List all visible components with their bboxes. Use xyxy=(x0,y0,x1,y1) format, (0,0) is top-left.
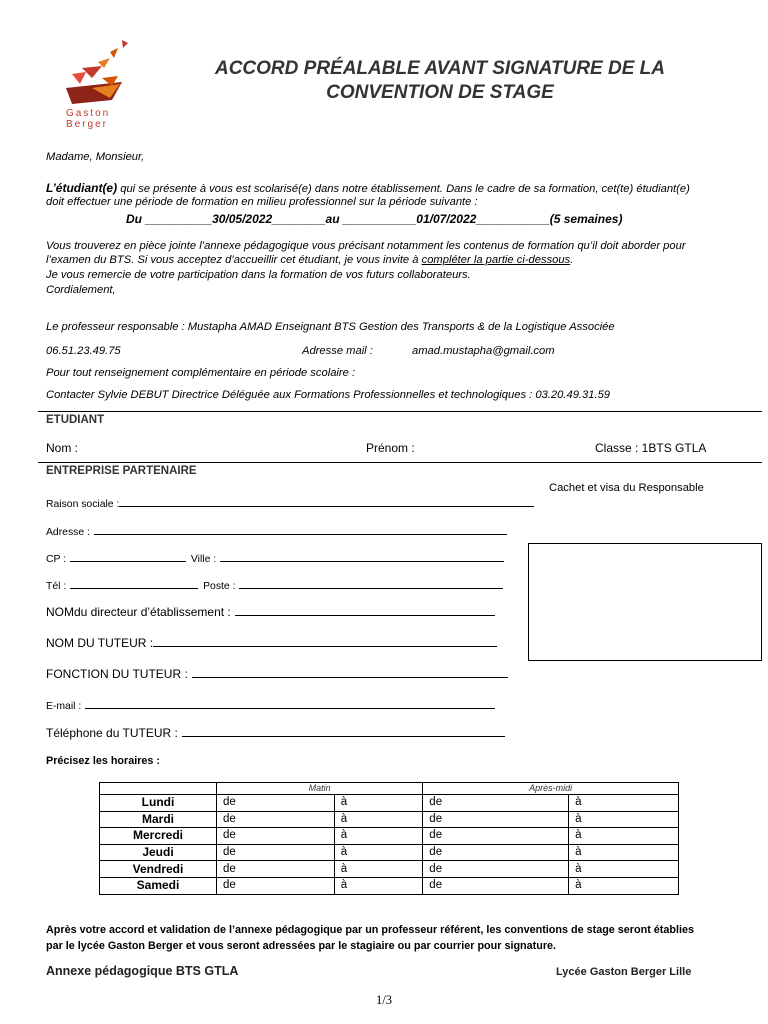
a-label: à xyxy=(340,879,348,892)
paragraph-2-end: . xyxy=(570,254,574,266)
paragraph-2-line-1: Vous trouverez en pièce jointe l’annexe pédagogique vous précisant notamment les contenus de formation qu’il doit aborder pour xyxy=(46,240,686,252)
a-label: à xyxy=(575,812,582,825)
document-title-line2: CONVENTION DE STAGE xyxy=(326,82,554,103)
stamp-box[interactable] xyxy=(528,543,762,661)
fonction-line[interactable] xyxy=(192,667,508,678)
day-label: Lundi xyxy=(100,795,217,812)
footer-note-line2: par le lycée Gaston Berger et vous seront adressées par le stagiaire ou par courrier pour signature. xyxy=(46,940,557,952)
adresse-field[interactable] xyxy=(46,524,507,538)
raison-sociale-field[interactable] xyxy=(46,496,534,510)
apres-a-cell[interactable] xyxy=(569,811,679,828)
footer-left: Annexe pédagogique BTS GTLA xyxy=(46,964,239,978)
tel-field[interactable] xyxy=(46,578,503,592)
matin-de-cell[interactable] xyxy=(217,844,335,861)
hours-row-mardi xyxy=(100,811,679,828)
de-label: de xyxy=(223,862,236,875)
apres-de-cell[interactable] xyxy=(423,844,569,861)
hours-row-vendredi xyxy=(100,861,679,878)
hours-row-mercredi xyxy=(100,828,679,845)
hours-row-samedi xyxy=(100,877,679,894)
matin-a-cell[interactable] xyxy=(334,811,423,828)
closing: Cordialement, xyxy=(46,284,116,296)
professor-info: Le professeur responsable : Mustapha AMAD Enseignant BTS Gestion des Transports & de la Logistique Associée xyxy=(46,321,615,333)
cp-field[interactable] xyxy=(46,551,504,565)
logo-text-line1: Gaston xyxy=(66,108,111,119)
a-label: à xyxy=(575,796,582,809)
apres-de-cell[interactable] xyxy=(423,811,569,828)
professor-email: amad.mustapha@gmail.com xyxy=(412,345,555,357)
email-field[interactable] xyxy=(46,698,495,712)
day-label: Mardi xyxy=(100,811,217,828)
hours-table xyxy=(99,782,679,895)
day-label: Jeudi xyxy=(100,844,217,861)
tel-tuteur-label: Téléphone du TUTEUR : xyxy=(46,726,178,740)
tel-line[interactable] xyxy=(70,578,198,589)
de-label: de xyxy=(223,829,236,842)
internship-period: Du __________30/05/2022________au ___________01/07/2022___________(5 semaines) xyxy=(126,212,623,226)
tel-tuteur-line[interactable] xyxy=(182,726,505,737)
directeur-field[interactable] xyxy=(46,605,495,619)
email-line[interactable] xyxy=(85,698,495,709)
matin-de-cell[interactable] xyxy=(217,828,335,845)
hours-header-row xyxy=(100,783,679,795)
raison-sociale-label: Raison sociale : xyxy=(46,499,120,510)
hours-row-jeudi xyxy=(100,844,679,861)
document-title-line1: ACCORD PRÉALABLE AVANT SIGNATURE DE LA xyxy=(214,58,666,79)
a-label: à xyxy=(575,862,582,875)
adresse-line[interactable] xyxy=(94,524,507,535)
de-label: de xyxy=(429,812,443,825)
matin-de-cell[interactable] xyxy=(217,811,335,828)
school-logo xyxy=(62,38,142,133)
adresse-label: Adresse : xyxy=(46,527,90,538)
hours-header-empty xyxy=(100,783,217,795)
de-label: de xyxy=(223,812,236,825)
tel-tuteur-field[interactable] xyxy=(46,726,505,740)
paragraph-2-line-2 xyxy=(46,254,573,266)
poste-label: Poste : xyxy=(203,581,236,592)
de-label: de xyxy=(429,862,443,875)
de-label: de xyxy=(429,879,443,892)
tel-label: Tél : xyxy=(46,581,67,592)
student-prenom: Prénom : xyxy=(366,441,415,455)
ville-label: Ville : xyxy=(190,554,217,565)
paragraph-1-line-2: doit effectuer une période de formation en milieu professionnel sur la période suivante : xyxy=(46,196,478,208)
de-label: de xyxy=(223,879,236,892)
student-bold-label: L’étudiant(e) xyxy=(46,181,118,195)
logo-text-line2: Berger xyxy=(66,119,109,130)
contact-line: Contacter Sylvie DEBUT Directrice Déléguée aux Formations Professionnelles et technologiques : 03.20.49.31.59 xyxy=(46,389,611,401)
cp-line[interactable] xyxy=(70,551,186,562)
paragraph-1-text: qui se présente à vous est scolarisé(e) dans notre établissement. Dans le cadre de sa formation, cet(te) étudiant(e) xyxy=(117,183,690,195)
directeur-line[interactable] xyxy=(235,605,495,616)
tuteur-label: NOM DU TUTEUR : xyxy=(46,636,154,650)
tuteur-field[interactable] xyxy=(46,636,497,650)
paragraph-1-line-1 xyxy=(46,181,690,195)
complete-below-link: compléter la partie ci-dessous xyxy=(421,254,571,266)
hours-label: Précisez les horaires : xyxy=(46,755,161,767)
matin-a-cell[interactable] xyxy=(334,844,423,861)
professor-phone: 06.51.23.49.75 xyxy=(46,345,121,357)
student-classe: Classe : 1BTS GTLA xyxy=(595,441,707,455)
cp-label: CP : xyxy=(46,554,67,565)
fonction-field[interactable] xyxy=(46,667,508,681)
day-label: Vendredi xyxy=(100,861,217,878)
a-label: à xyxy=(575,879,582,892)
directeur-label: NOMdu directeur d’établissement : xyxy=(46,605,231,619)
apres-de-cell[interactable] xyxy=(423,861,569,878)
de-label: de xyxy=(429,829,443,842)
a-label: à xyxy=(340,796,348,809)
a-label: à xyxy=(575,829,582,842)
a-label: à xyxy=(340,862,348,875)
company-header: ENTREPRISE PARTENAIRE xyxy=(46,465,197,477)
divider-student xyxy=(38,411,762,412)
info-line: Pour tout renseignement complémentaire en période scolaire : xyxy=(46,367,356,379)
stamp-label: Cachet et visa du Responsable xyxy=(549,482,704,494)
hours-header-matin: Matin xyxy=(217,783,423,795)
raison-sociale-line[interactable] xyxy=(119,496,534,507)
de-label: de xyxy=(429,846,443,859)
matin-de-cell[interactable] xyxy=(217,861,335,878)
hours-row-lundi xyxy=(100,795,679,812)
page-number: 1/3 xyxy=(376,993,392,1007)
matin-de-cell[interactable] xyxy=(217,795,335,812)
tuteur-line[interactable] xyxy=(153,636,497,647)
apres-de-cell[interactable] xyxy=(423,795,569,812)
paragraph-2-text: l’examen du BTS. Si vous acceptez d’accueillir cet étudiant, je vous invite à xyxy=(46,254,422,266)
email-label: E-mail : xyxy=(46,701,82,712)
matin-a-cell[interactable] xyxy=(334,877,423,894)
a-label: à xyxy=(575,846,582,859)
poste-line[interactable] xyxy=(239,578,503,589)
matin-de-cell[interactable] xyxy=(217,877,335,894)
hours-header-apres-midi: Après-midi xyxy=(423,783,679,795)
de-label: de xyxy=(223,846,236,859)
apres-de-cell[interactable] xyxy=(423,828,569,845)
student-nom: Nom : xyxy=(46,441,79,455)
matin-a-cell[interactable] xyxy=(334,861,423,878)
fonction-label: FONCTION DU TUTEUR : xyxy=(46,667,188,681)
a-label: à xyxy=(340,846,348,859)
a-label: à xyxy=(340,829,348,842)
day-label: Mercredi xyxy=(100,828,217,845)
mail-label: Adresse mail : xyxy=(302,345,373,357)
a-label: à xyxy=(340,812,348,825)
matin-a-cell[interactable] xyxy=(334,795,423,812)
footer-right: Lycée Gaston Berger Lille xyxy=(556,966,692,978)
de-label: de xyxy=(429,796,443,809)
de-label: de xyxy=(223,796,236,809)
divider-company xyxy=(38,462,762,463)
apres-a-cell[interactable] xyxy=(569,861,679,878)
student-header: ETUDIANT xyxy=(46,414,105,426)
matin-a-cell[interactable] xyxy=(334,828,423,845)
day-label: Samedi xyxy=(100,877,217,894)
apres-a-cell[interactable] xyxy=(569,844,679,861)
paragraph-3: Je vous remercie de votre participation dans la formation de vos futurs collaborateurs. xyxy=(46,269,471,281)
apres-a-cell[interactable] xyxy=(569,795,679,812)
apres-a-cell[interactable] xyxy=(569,828,679,845)
apres-de-cell[interactable] xyxy=(423,877,569,894)
greeting: Madame, Monsieur, xyxy=(46,151,145,163)
ville-line[interactable] xyxy=(220,551,504,562)
footer-note-line1: Après votre accord et validation de l’annexe pédagogique par un professeur référent, les conventions de stage seront établies xyxy=(46,924,694,936)
apres-a-cell[interactable] xyxy=(569,877,679,894)
